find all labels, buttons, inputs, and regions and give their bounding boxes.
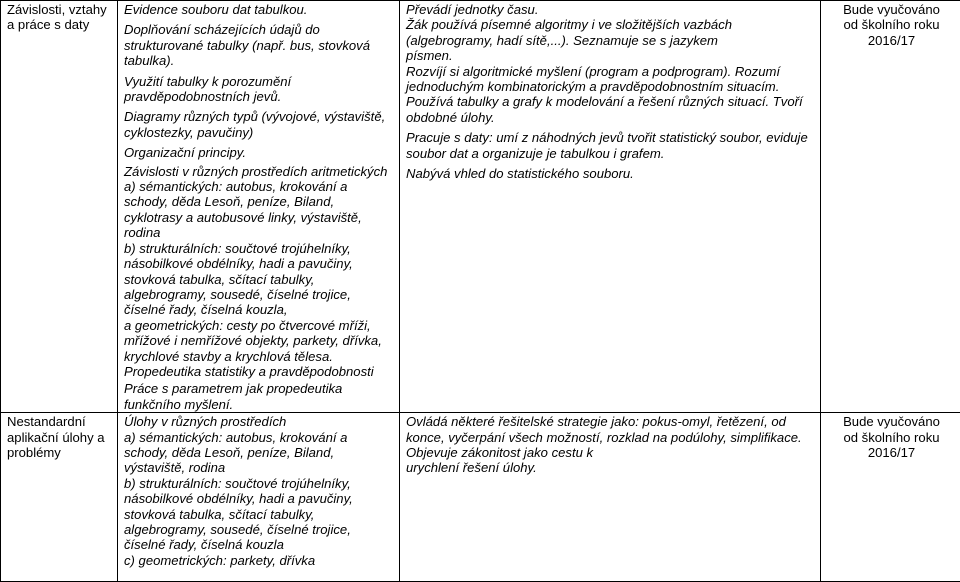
content-line: algebrogramy, sousedé, číselné trojice,	[124, 287, 395, 302]
outcomes-cell	[400, 1, 821, 413]
content-line: Propedeutika statistiky a pravděpodobnosti	[124, 364, 395, 379]
topic-line: problémy	[7, 445, 113, 460]
topic-line: a práce s daty	[7, 17, 113, 32]
note-line: 2016/17	[827, 445, 956, 460]
content-paragraph	[124, 109, 395, 140]
outcome-line: písmen.	[406, 48, 816, 63]
outcomes-paragraph	[406, 2, 816, 125]
outcome-line: jednoduchým kombinatorickým a pravděpodobnostním situacím.	[406, 79, 816, 94]
content-line: Organizační principy.	[124, 145, 395, 160]
content-line: rodina	[124, 225, 395, 240]
content-line: b) strukturálních: součtové trojúhelníky,	[124, 241, 395, 256]
content-line: Diagramy různých typů (vývojové, výstaviště,	[124, 109, 395, 124]
outcome-line: urychlení řešení úlohy.	[406, 460, 816, 475]
content-cell	[118, 413, 400, 582]
content-line: a) sémantických: autobus, krokování a	[124, 179, 395, 194]
content-line: cyklotrasy a autobusové linky, výstaviště,	[124, 210, 395, 225]
table-row	[1, 413, 960, 582]
outcomes-paragraph	[406, 414, 816, 476]
content-cell	[118, 1, 400, 413]
topic-line: Závislosti, vztahy	[7, 2, 113, 17]
content-line: schody, děda Lesoň, peníze, Biland,	[124, 194, 395, 209]
content-line: násobilkové obdélníky, hadi a pavučiny,	[124, 491, 395, 506]
content-line: číselné řady, číselná kouzla	[124, 537, 395, 552]
content-paragraph	[124, 145, 395, 160]
table-row	[1, 1, 960, 413]
content-line: krychlové stavby a krychlová tělesa.	[124, 349, 395, 364]
outcomes-paragraph	[406, 166, 816, 181]
content-line: Závislosti v různých prostředích aritmetických	[124, 164, 395, 179]
topic-line: aplikační úlohy a	[7, 430, 113, 445]
outcome-line: konce, vyčerpání všech možností, rozklad na podúlohy, simplifikace.	[406, 430, 816, 445]
content-paragraph	[124, 381, 395, 412]
outcome-line: Pracuje s daty: umí z náhodných jevů tvořit statistický soubor, eviduje	[406, 130, 816, 145]
content-line: Evidence souboru dat tabulkou.	[124, 2, 395, 17]
content-paragraph	[124, 414, 395, 568]
outcome-line: soubor dat a organizuje je tabulkou i grafem.	[406, 146, 816, 161]
content-line: c) geometrických: parkety, dřívka	[124, 553, 395, 568]
content-line: mřížové i nemřížové objekty, parkety, dřívka,	[124, 333, 395, 348]
note-line: od školního roku	[827, 430, 956, 445]
outcome-line: Žák používá písemné algoritmy i ve složitějších vazbách	[406, 17, 816, 32]
outcome-line: Převádí jednotky času.	[406, 2, 816, 17]
topic-cell	[1, 413, 118, 582]
note-line: Bude vyučováno	[827, 2, 956, 17]
content-line: Doplňování scházejících údajů do	[124, 22, 395, 37]
content-line: stovková tabulka, sčítací tabulky,	[124, 272, 395, 287]
content-paragraph	[124, 22, 395, 68]
content-line: Úlohy v různých prostředích	[124, 414, 395, 429]
note-cell	[821, 1, 960, 413]
note-cell	[821, 413, 960, 582]
outcome-line: Používá tabulky a grafy k modelování a řešení různých situací. Tvoří	[406, 94, 816, 109]
content-line: strukturované tabulky (např. bus, stovková	[124, 38, 395, 53]
content-line: funkčního myšlení.	[124, 397, 395, 412]
content-paragraph	[124, 74, 395, 105]
content-paragraph	[124, 2, 395, 17]
content-line: Práce s parametrem jak propedeutika	[124, 381, 395, 396]
content-line: b) strukturálních: součtové trojúhelníky,	[124, 476, 395, 491]
content-line: cyklostezky, pavučiny)	[124, 125, 395, 140]
note-line: 2016/17	[827, 33, 956, 48]
content-line: Využití tabulky k porozumění	[124, 74, 395, 89]
outcomes-cell	[400, 413, 821, 582]
outcomes-paragraph	[406, 130, 816, 161]
note-line: Bude vyučováno	[827, 414, 956, 429]
content-line: schody, děda Lesoň, peníze, Biland,	[124, 445, 395, 460]
content-line: výstaviště, rodina	[124, 460, 395, 475]
outcome-line: Rozvíjí si algoritmické myšlení (program a podprogram). Rozumí	[406, 64, 816, 79]
outcome-line: Ovládá některé řešitelské strategie jako: pokus-omyl, řetězení, od	[406, 414, 816, 429]
content-line: násobilkové obdélníky, hadi a pavučiny,	[124, 256, 395, 271]
content-line: stovková tabulka, sčítací tabulky,	[124, 507, 395, 522]
content-line: tabulka).	[124, 53, 395, 68]
note-line: od školního roku	[827, 17, 956, 32]
topic-line: Nestandardní	[7, 414, 113, 429]
content-line: a geometrických: cesty po čtvercové mříži,	[124, 318, 395, 333]
content-line: číselné řady, číselná kouzla,	[124, 302, 395, 317]
outcome-line: obdobné úlohy.	[406, 110, 816, 125]
content-paragraph	[124, 164, 395, 380]
content-line: a) sémantických: autobus, krokování a	[124, 430, 395, 445]
content-line: pravděpodobnostních jevů.	[124, 89, 395, 104]
topic-cell	[1, 1, 118, 413]
content-line: algebrogramy, sousedé, číselné trojice,	[124, 522, 395, 537]
outcome-line: (algebrogramy, hadí sítě,...). Seznamuje se s jazykem	[406, 33, 816, 48]
outcome-line: Objevuje zákonitost jako cestu k	[406, 445, 816, 460]
outcome-line: Nabývá vhled do statistického souboru.	[406, 166, 816, 181]
